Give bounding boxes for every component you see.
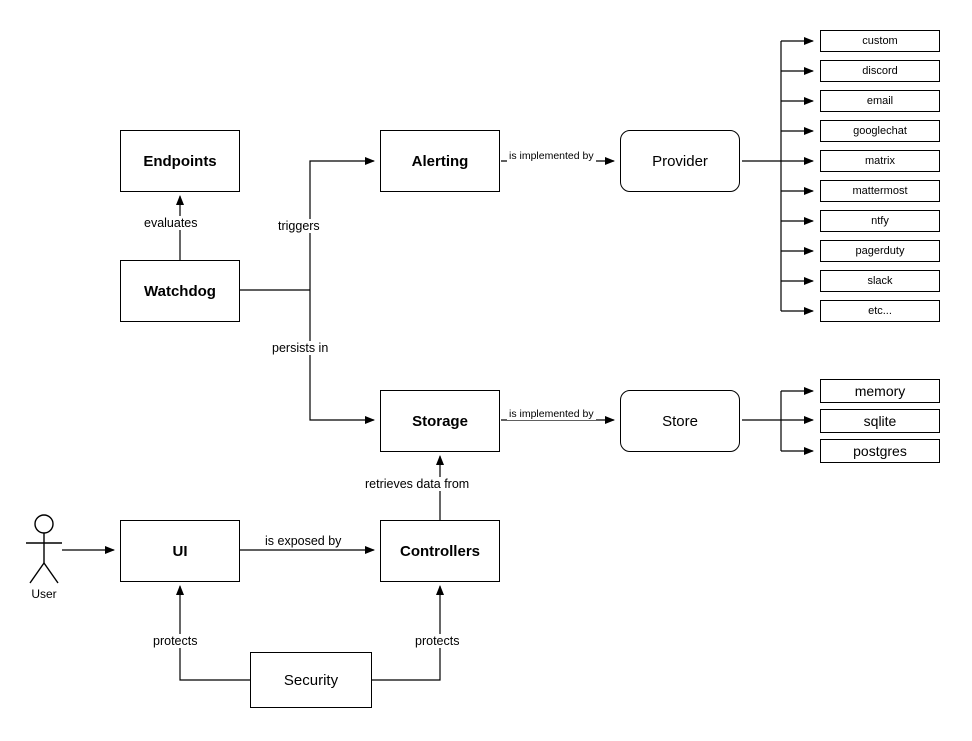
edge-label-is-exposed-by: is exposed by bbox=[265, 534, 342, 548]
provider-item-label: ntfy bbox=[871, 215, 889, 227]
edge-label-evaluates: evaluates bbox=[144, 216, 198, 230]
edge-label-alerting-provider: is implemented by bbox=[509, 150, 594, 162]
node-controllers-label: Controllers bbox=[399, 542, 480, 560]
node-provider[interactable] bbox=[620, 130, 740, 192]
provider-item-matrix[interactable] bbox=[820, 150, 940, 172]
store-item-label: memory bbox=[854, 383, 906, 399]
edge-security-controllers bbox=[372, 586, 440, 680]
node-security-label: Security bbox=[283, 671, 339, 689]
node-storage[interactable] bbox=[380, 390, 500, 452]
provider-item-label: discord bbox=[862, 65, 898, 77]
provider-item-googlechat[interactable] bbox=[820, 120, 940, 142]
store-item-label: sqlite bbox=[863, 413, 897, 429]
node-alerting[interactable] bbox=[380, 130, 500, 192]
provider-item-label: custom bbox=[862, 35, 898, 47]
node-watchdog[interactable] bbox=[120, 260, 240, 322]
user-actor-icon bbox=[26, 515, 62, 583]
store-item-postgres[interactable] bbox=[820, 439, 940, 463]
node-controllers[interactable] bbox=[380, 520, 500, 582]
provider-item-label: matrix bbox=[865, 155, 895, 167]
edge-label-retrieves-data-from: retrieves data from bbox=[365, 477, 470, 491]
store-item-label: postgres bbox=[853, 443, 907, 459]
store-item-memory[interactable] bbox=[820, 379, 940, 403]
node-provider-label: Provider bbox=[652, 152, 708, 170]
edge-label-triggers: triggers bbox=[278, 219, 320, 233]
provider-item-label: mattermost bbox=[852, 185, 908, 197]
edge-label-storage-store: is implemented by bbox=[509, 408, 594, 420]
store-item-sqlite[interactable] bbox=[820, 409, 940, 433]
node-endpoints-label: Endpoints bbox=[143, 152, 217, 170]
node-ui-label: UI bbox=[172, 542, 188, 560]
provider-item-slack[interactable] bbox=[820, 270, 940, 292]
node-alerting-label: Alerting bbox=[411, 152, 469, 170]
provider-item-custom[interactable] bbox=[820, 30, 940, 52]
user-actor-label: User bbox=[31, 587, 57, 601]
node-security[interactable] bbox=[250, 652, 372, 708]
edge-security-ui bbox=[180, 586, 250, 680]
provider-item-discord[interactable] bbox=[820, 60, 940, 82]
edge-label-protects-controllers: protects bbox=[415, 634, 460, 648]
node-store[interactable] bbox=[620, 390, 740, 452]
provider-item-mattermost[interactable] bbox=[820, 180, 940, 202]
provider-item-ntfy[interactable] bbox=[820, 210, 940, 232]
provider-item-label: etc... bbox=[868, 305, 892, 317]
provider-item-label: googlechat bbox=[853, 125, 907, 137]
node-store-label: Store bbox=[662, 412, 698, 430]
edge-watchdog-storage bbox=[310, 290, 374, 420]
provider-item-label: email bbox=[866, 95, 894, 107]
provider-item-label: slack bbox=[867, 275, 893, 287]
node-storage-label: Storage bbox=[412, 412, 468, 430]
edge-label-persists-in: persists in bbox=[272, 341, 329, 355]
node-ui[interactable] bbox=[120, 520, 240, 582]
node-endpoints[interactable] bbox=[120, 130, 240, 192]
node-watchdog-label: Watchdog bbox=[144, 282, 216, 300]
provider-item-etc[interactable] bbox=[820, 300, 940, 322]
provider-item-pagerduty[interactable] bbox=[820, 240, 940, 262]
provider-item-email[interactable] bbox=[820, 90, 940, 112]
edge-label-protects-ui: protects bbox=[153, 634, 198, 648]
provider-item-label: pagerduty bbox=[855, 245, 905, 257]
